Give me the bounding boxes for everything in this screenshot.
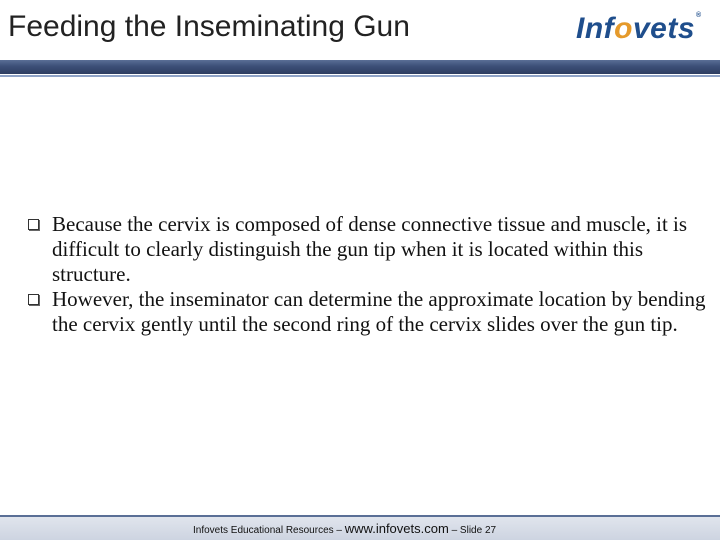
header-bar bbox=[0, 60, 720, 74]
infovets-logo bbox=[576, 12, 702, 46]
logo-registered-mark: ® bbox=[696, 12, 702, 19]
slide-body bbox=[28, 212, 708, 337]
footer-top-line bbox=[0, 515, 720, 517]
footer-url-link[interactable]: www.infovets.com bbox=[344, 521, 449, 536]
footer-slide-number: – Slide 27 bbox=[448, 525, 497, 536]
bullet-item-1 bbox=[28, 212, 708, 287]
footer-bar bbox=[0, 515, 720, 540]
footer-prefix: Infovets Educational Resources – bbox=[193, 525, 345, 536]
bullet-text-1: Because the cervix is composed of dense connective tissue and muscle, it is difficult to clearly distinguish the gun tip when it is located within this structure. bbox=[52, 212, 688, 286]
square-bullet-icon bbox=[28, 219, 39, 230]
logo-text-o: o bbox=[614, 12, 633, 45]
bullet-text-2: However, the inseminator can determine the approximate location by bending the cervix gently until the second ring of the cervix slides over the gun tip. bbox=[52, 287, 706, 336]
logo-text-start: Inf bbox=[576, 12, 615, 45]
logo-text-end: vets bbox=[632, 12, 696, 45]
header-bar-underline bbox=[0, 75, 720, 77]
footer-text bbox=[193, 521, 496, 536]
slide-title: Feeding the Inseminating Gun bbox=[8, 10, 410, 43]
square-bullet-icon bbox=[28, 294, 39, 305]
bullet-item-2 bbox=[28, 287, 708, 337]
